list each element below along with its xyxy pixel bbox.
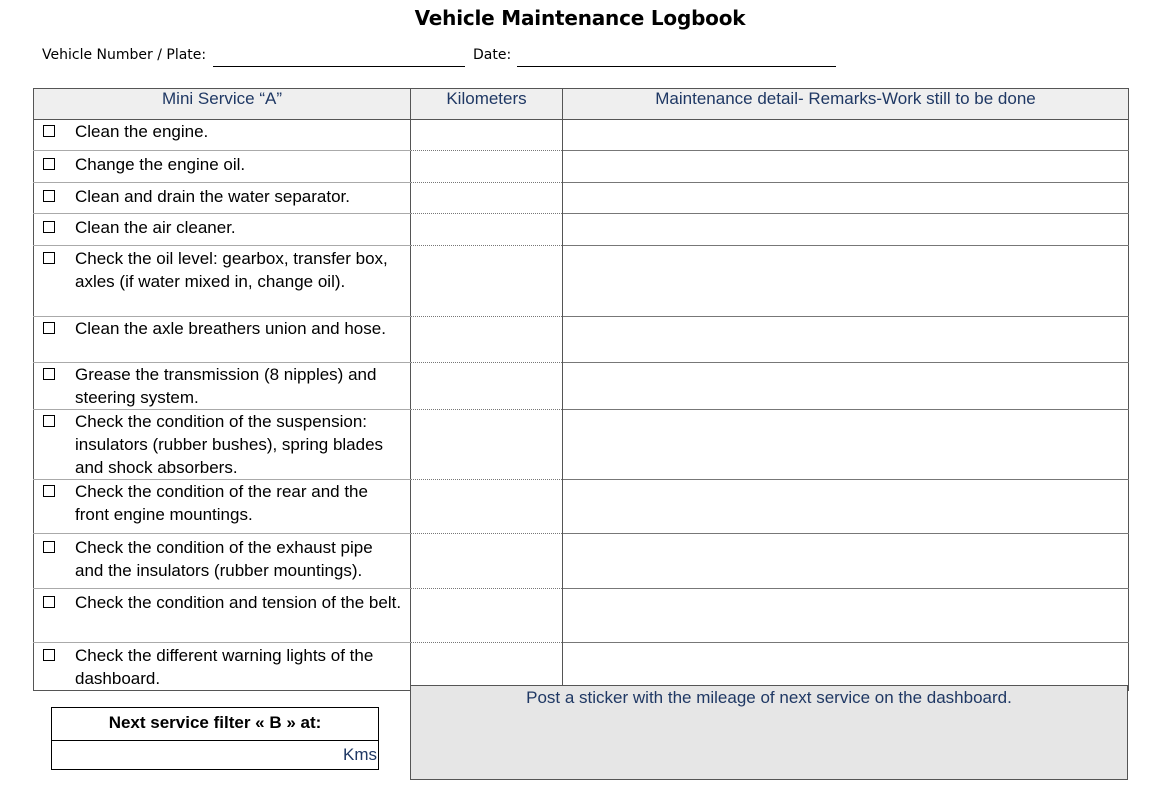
remarks-cell[interactable] — [563, 480, 1129, 534]
table-row — [34, 410, 1129, 480]
kilometers-cell[interactable] — [411, 363, 563, 410]
kilometers-cell[interactable] — [411, 120, 563, 151]
task-checkbox[interactable] — [43, 415, 55, 427]
vehicle-number-label: Vehicle Number / Plate: — [42, 47, 207, 63]
remarks-cell[interactable] — [563, 151, 1129, 183]
table-row — [34, 317, 1129, 363]
table-row — [34, 214, 1129, 246]
task-checkbox[interactable] — [43, 541, 55, 553]
task-label: Change the engine oil. — [75, 155, 246, 174]
task-checkbox[interactable] — [43, 125, 55, 137]
task-label: Clean the air cleaner. — [75, 218, 236, 237]
vehicle-number-line — [213, 66, 465, 67]
task-checkbox[interactable] — [43, 649, 55, 661]
task-label: Check the oil level: gearbox, transfer box, axles (if water mixed in, change oil). — [75, 249, 388, 291]
kilometers-cell[interactable] — [411, 183, 563, 214]
page-title: Vehicle Maintenance Logbook — [414, 6, 746, 30]
table-row — [34, 246, 1129, 317]
kilometers-cell[interactable] — [411, 480, 563, 534]
task-label: Clean the engine. — [75, 122, 209, 141]
table-row — [34, 120, 1129, 151]
table-header-row — [34, 89, 1129, 120]
table-row — [34, 643, 1129, 691]
remarks-cell[interactable] — [563, 643, 1129, 691]
remarks-cell[interactable] — [563, 317, 1129, 363]
table-row — [34, 589, 1129, 643]
task-checkbox[interactable] — [43, 158, 55, 170]
remarks-cell[interactable] — [563, 589, 1129, 643]
sticker-note-text: Post a sticker with the mileage of next service on the dashboard. — [526, 688, 1012, 707]
next-service-value-field[interactable] — [52, 741, 378, 771]
date-line — [517, 66, 836, 67]
maintenance-table — [33, 88, 1129, 691]
remarks-cell[interactable] — [563, 214, 1129, 246]
kilometers-cell[interactable] — [411, 246, 563, 317]
kilometers-cell[interactable] — [411, 534, 563, 589]
task-label: Check the condition of the exhaust pipe and the insulators (rubber mountings). — [75, 538, 373, 580]
table-row — [34, 534, 1129, 589]
task-label: Check the condition of the suspension: insulators (rubber bushes), spring blades and shock absorbers. — [75, 412, 384, 477]
task-checkbox[interactable] — [43, 190, 55, 202]
kms-unit-label: Kms — [343, 745, 377, 764]
kilometers-cell[interactable] — [411, 589, 563, 643]
remarks-cell[interactable] — [563, 183, 1129, 214]
task-label: Check the condition of the rear and the front engine mountings. — [75, 482, 368, 524]
kilometers-cell[interactable] — [411, 410, 563, 480]
task-label: Check the condition and tension of the belt. — [75, 593, 402, 612]
kilometers-cell[interactable] — [411, 214, 563, 246]
remarks-cell[interactable] — [563, 120, 1129, 151]
task-checkbox[interactable] — [43, 485, 55, 497]
task-label: Clean and drain the water separator. — [75, 187, 351, 206]
table-row — [34, 480, 1129, 534]
next-service-label: Next service filter « B » at: — [52, 708, 378, 741]
table-row — [34, 151, 1129, 183]
table-row — [34, 183, 1129, 214]
column-header-remarks: Maintenance detail- Remarks-Work still to be done — [563, 89, 1129, 120]
vehicle-number-field[interactable] — [213, 47, 469, 65]
kilometers-cell[interactable] — [411, 317, 563, 363]
task-checkbox[interactable] — [43, 221, 55, 233]
kilometers-cell[interactable] — [411, 151, 563, 183]
table-row — [34, 363, 1129, 410]
task-label: Grease the transmission (8 nipples) and steering system. — [75, 365, 377, 407]
column-header-mini-service: Mini Service “A” — [34, 89, 411, 120]
remarks-cell[interactable] — [563, 534, 1129, 589]
task-checkbox[interactable] — [43, 596, 55, 608]
task-checkbox[interactable] — [43, 322, 55, 334]
task-label: Check the different warning lights of the dashboard. — [75, 646, 374, 688]
task-label: Clean the axle breathers union and hose. — [75, 319, 386, 338]
date-field[interactable] — [517, 47, 840, 65]
remarks-cell[interactable] — [563, 246, 1129, 317]
remarks-cell[interactable] — [563, 363, 1129, 410]
column-header-kilometers: Kilometers — [411, 89, 563, 120]
next-service-box — [51, 707, 379, 770]
remarks-cell[interactable] — [563, 410, 1129, 480]
task-checkbox[interactable] — [43, 252, 55, 264]
kilometers-cell[interactable] — [411, 643, 563, 691]
sticker-note-box — [410, 685, 1128, 780]
task-checkbox[interactable] — [43, 368, 55, 380]
date-label: Date: — [473, 47, 512, 63]
